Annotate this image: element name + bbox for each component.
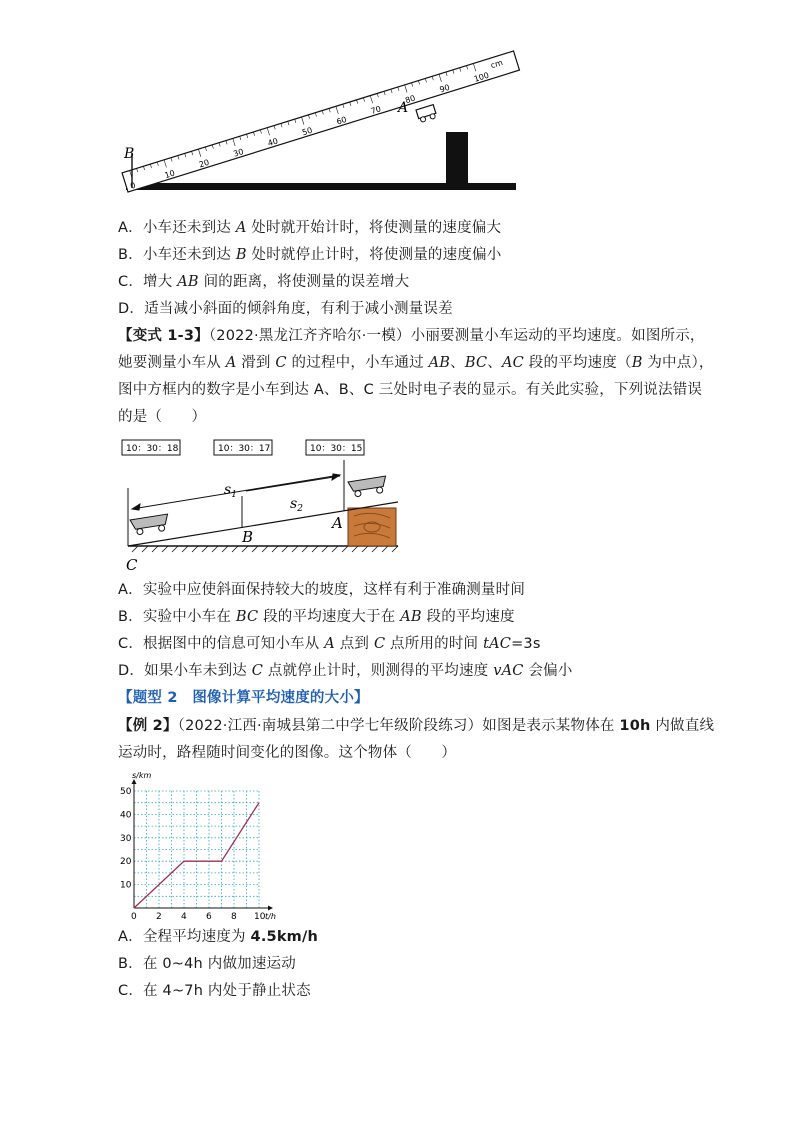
label-a: A [398, 100, 409, 116]
base-board [126, 180, 516, 191]
x-axis-label: t/h [265, 912, 276, 921]
cart-icon-top [348, 476, 388, 498]
q1-option-d: D．适当减小斜面的倾斜角度，有利于减小测量误差 [118, 301, 453, 317]
x-tick-label: 4 [181, 912, 187, 922]
ruler-tick-label: 90 [438, 82, 451, 95]
x-tick-label: 0 [131, 912, 137, 922]
clock-b-text: 10：30：17 [218, 444, 271, 454]
y-tick-label: 50 [120, 787, 132, 797]
label-b: B [242, 528, 254, 546]
q1-option-a: A．小车还未到达 A 处时就开始计时，将使测量的速度偏大 [118, 220, 502, 236]
q3-option-a: A．全程平均速度为 4.5km/h [118, 929, 318, 945]
q2-option-a: A．实验中应使斜面保持较大的坡度，这样有利于准确测量时间 [118, 582, 526, 598]
s1-label: $s_1$ [224, 482, 237, 500]
clock-c-text: 10：30：18 [126, 444, 179, 454]
section-title: 【题型 2 图像计算平均速度的大小】 [118, 690, 369, 706]
q2-stem-line2: 她要测量小车从 A 滑到 C 的过程中，小车通过 AB、BC、AC 段的平均速度（B 为中点）， [118, 355, 714, 371]
y-axis-label: s/km [132, 771, 152, 780]
support-block [446, 132, 468, 184]
q2-stem-line4: 的是（ ） [118, 409, 207, 425]
ruler-tick-label: 40 [266, 136, 280, 148]
ruler-tick-label: 50 [300, 125, 314, 138]
q3-option-c: C．在 4~7h 内处于静止状态 [118, 983, 311, 999]
x-tick-label: 8 [231, 912, 237, 922]
ruler-tick-label: 80 [404, 93, 417, 106]
label-b: B [124, 146, 135, 162]
x-axis-arrow [268, 906, 273, 911]
y-tick-label: 20 [120, 857, 132, 868]
figure-incline-ruler [118, 57, 528, 196]
q2-stem-line3: 图中方框内的数字是小车到达 A、B、C 三处时电子表的显示。有关此实验，下列说法错误 [118, 382, 703, 398]
s2-label: $s_2$ [290, 496, 303, 514]
q1-option-b: B．小车还未到达 B 处时就停止计时，将使测量的速度偏小 [118, 247, 502, 263]
s2-arrow [246, 476, 340, 491]
figure-incline-clocks [118, 436, 408, 576]
q3-stem-line1: 【例 2】（2022·江西·南城县第二中学七年级阶段练习）如图是表示某物体在 10h 内做直线 [118, 718, 715, 734]
q3-stem-line2: 运动时，路程随时间变化的图像。这个物体（ ） [118, 745, 457, 761]
cart-icon-bottom [130, 514, 170, 536]
x-tick-label: 2 [156, 912, 162, 922]
q2-option-b: B．实验中小车在 BC 段的平均速度大于在 AB 段的平均速度 [118, 609, 515, 625]
x-tick-label: 6 [206, 912, 212, 922]
clock-a-text: 10：30：15 [310, 444, 363, 454]
q2-option-c: C．根据图中的信息可知小车从 A 点到 C 点所用的时间 tAC=3s [118, 636, 541, 652]
ground-hatch [132, 546, 398, 552]
y-tick-label: 10 [120, 880, 132, 891]
label-a: A [332, 514, 343, 532]
q3-option-b: B．在 0~4h 内做加速运动 [118, 956, 296, 972]
ruler-tick-label: 0 [129, 180, 137, 191]
ruler-tick-label: 100 [472, 70, 491, 84]
y-tick-label: 30 [120, 833, 132, 844]
ruler-tick-label: 20 [197, 157, 211, 170]
ruler-tick-label: 10 [163, 168, 176, 181]
q2-option-d: D．如果小车未到达 C 点就停止计时，则测得的平均速度 vAC 会偏小 [118, 663, 573, 679]
ruler-unit: cm [489, 57, 504, 71]
cart-icon [416, 105, 437, 123]
x-tick-label: 10 [254, 912, 266, 922]
q2-stem-line1: 【变式 1-3】（2022·黑龙江齐齐哈尔·一模）小丽要测量小车运动的平均速度。如图所示， [118, 328, 705, 344]
distance-time-chart [112, 770, 302, 920]
y-tick-label: 40 [120, 810, 132, 821]
ruler-tick-label: 60 [335, 114, 348, 127]
label-c: C [126, 556, 138, 574]
ruler-tick-label: 30 [232, 147, 245, 159]
q1-option-c: C．增大 AB 间的距离，将使测量的误差增大 [118, 274, 410, 290]
ruler-tick-label: 70 [369, 104, 383, 116]
